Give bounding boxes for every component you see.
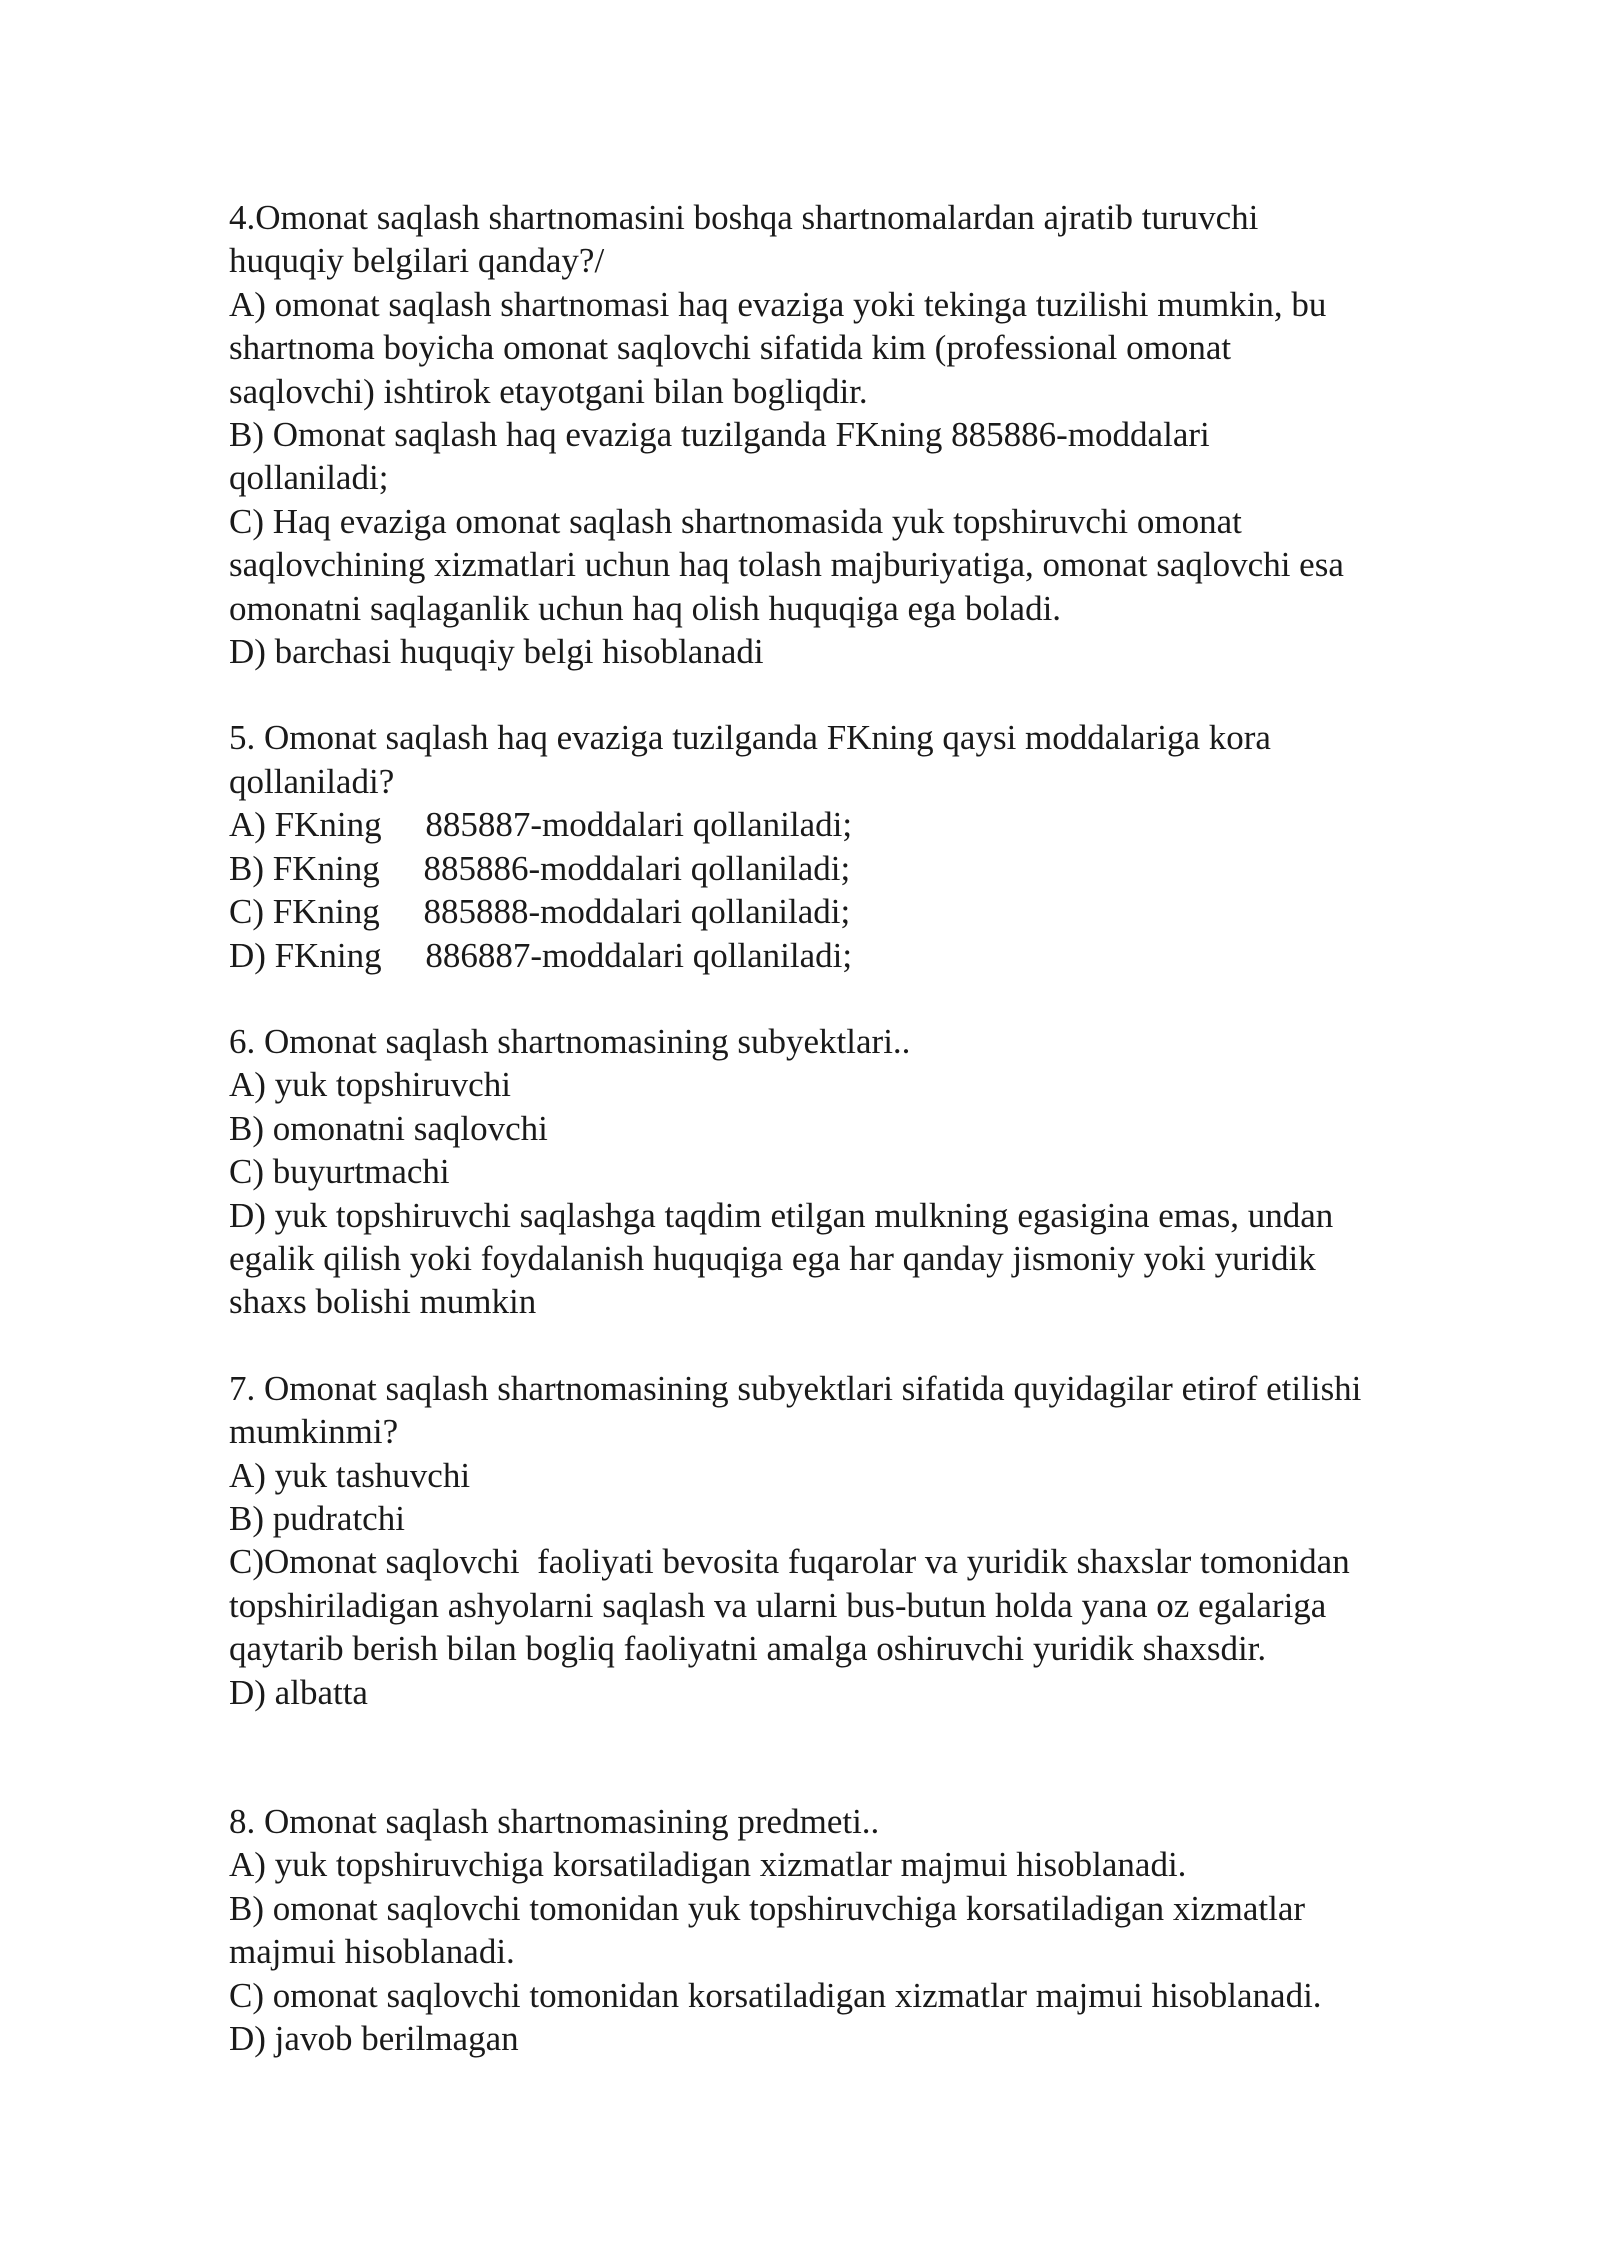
- option-a-continued: shartnoma boyicha omonat saqlovchi sifatida kim (professional omonat: [229, 328, 1232, 368]
- option-d: D) albatta: [229, 1672, 368, 1712]
- option-a-continued: saqlovchi) ishtirok etayotgani bilan bogliqdir.: [229, 371, 868, 411]
- question-text: 6. Omonat saqlash shartnomasining subyektlari..: [229, 1021, 911, 1061]
- question-text: 4.Omonat saqlash shartnomasini boshqa shartnomalardan ajratib turuvchi: [229, 198, 1259, 237]
- option-a: A) yuk topshiruvchi: [229, 1065, 511, 1105]
- option-a: A) omonat saqlash shartnomasi haq evaziga yoki tekinga tuzilishi mumkin, bu: [229, 284, 1327, 324]
- option-b: B) omonat saqlovchi tomonidan yuk topshiruvchiga korsatiladigan xizmatlar: [229, 1888, 1306, 1928]
- option-d: D) yuk topshiruvchi saqlashga taqdim etilgan mulkning egasigina emas, undan: [229, 1195, 1334, 1235]
- option-c: C) omonat saqlovchi tomonidan korsatiladigan xizmatlar majmui hisoblanadi.: [229, 1975, 1322, 2015]
- option-b: B) pudratchi: [229, 1498, 405, 1538]
- option-b-continued: majmui hisoblanadi.: [229, 1932, 515, 1972]
- option-c: C)Omonat saqlovchi faoliyati bevosita fuqarolar va yuridik shaxslar tomonidan: [229, 1542, 1350, 1582]
- question-text: 5. Omonat saqlash haq evaziga tuzilganda FKning qaysi moddalariga kora: [229, 718, 1271, 758]
- option-c-continued: omonatni saqlaganlik uchun haq olish huquqiga ega boladi.: [229, 588, 1062, 628]
- spacer: [229, 977, 1479, 1020]
- option-c-continued: qaytarib berish bilan bogliq faoliyatni amalga oshiruvchi yuridik shaxsdir.: [229, 1629, 1267, 1669]
- option-c: C) buyurtmachi: [229, 1152, 450, 1192]
- option-b: B) omonatni saqlovchi: [229, 1108, 548, 1148]
- question-8: [229, 1800, 1479, 2060]
- option-b: B) Omonat saqlash haq evaziga tuzilganda FKning 885886-moddalari: [229, 415, 1210, 455]
- option-a: A) yuk tashuvchi: [229, 1455, 471, 1495]
- option-b-continued: qollaniladi;: [229, 458, 389, 498]
- option-c-continued: saqlovchining xizmatlari uchun haq tolash majburiyatiga, omonat saqlovchi esa: [229, 545, 1344, 585]
- question-text: mumkinmi?: [229, 1412, 399, 1452]
- option-c: C) FKning 885888-moddalari qollaniladi;: [229, 892, 851, 932]
- option-d: D) FKning 886887-moddalari qollaniladi;: [229, 935, 853, 975]
- spacer: [229, 1324, 1479, 1367]
- option-d: D) javob berilmagan: [229, 2019, 519, 2059]
- option-c: C) Haq evaziga omonat saqlash shartnomasida yuk topshiruvchi omonat: [229, 501, 1242, 541]
- option-a: A) FKning 885887-moddalari qollaniladi;: [229, 805, 853, 845]
- spacer: [229, 673, 1479, 716]
- document-page: [229, 196, 1479, 2060]
- option-c-continued: topshiriladigan ashyolarni saqlash va ularni bus-butun holda yana oz egalariga: [229, 1585, 1327, 1625]
- question-4: [229, 196, 1479, 673]
- question-text: qollaniladi?: [229, 761, 395, 801]
- option-d-continued: egalik qilish yoki foydalanish huquqiga ega har qanday jismoniy yoki yuridik: [229, 1238, 1316, 1278]
- option-a: A) yuk topshiruvchiga korsatiladigan xizmatlar majmui hisoblanadi.: [229, 1845, 1187, 1885]
- option-b: B) FKning 885886-moddalari qollaniladi;: [229, 848, 851, 888]
- option-d: D) barchasi huquqiy belgi hisoblanadi: [229, 632, 764, 672]
- spacer: [229, 1714, 1479, 1800]
- question-text: huquqiy belgilari qanday?/: [229, 241, 605, 281]
- option-d-continued: shaxs bolishi mumkin: [229, 1282, 537, 1322]
- question-text: 7. Omonat saqlash shartnomasining subyektlari sifatida quyidagilar etirof etilishi: [229, 1368, 1362, 1408]
- question-5: [229, 716, 1479, 976]
- question-text: 8. Omonat saqlash shartnomasining predmeti..: [229, 1802, 880, 1841]
- question-7: [229, 1367, 1479, 1714]
- question-6: [229, 1020, 1479, 1324]
